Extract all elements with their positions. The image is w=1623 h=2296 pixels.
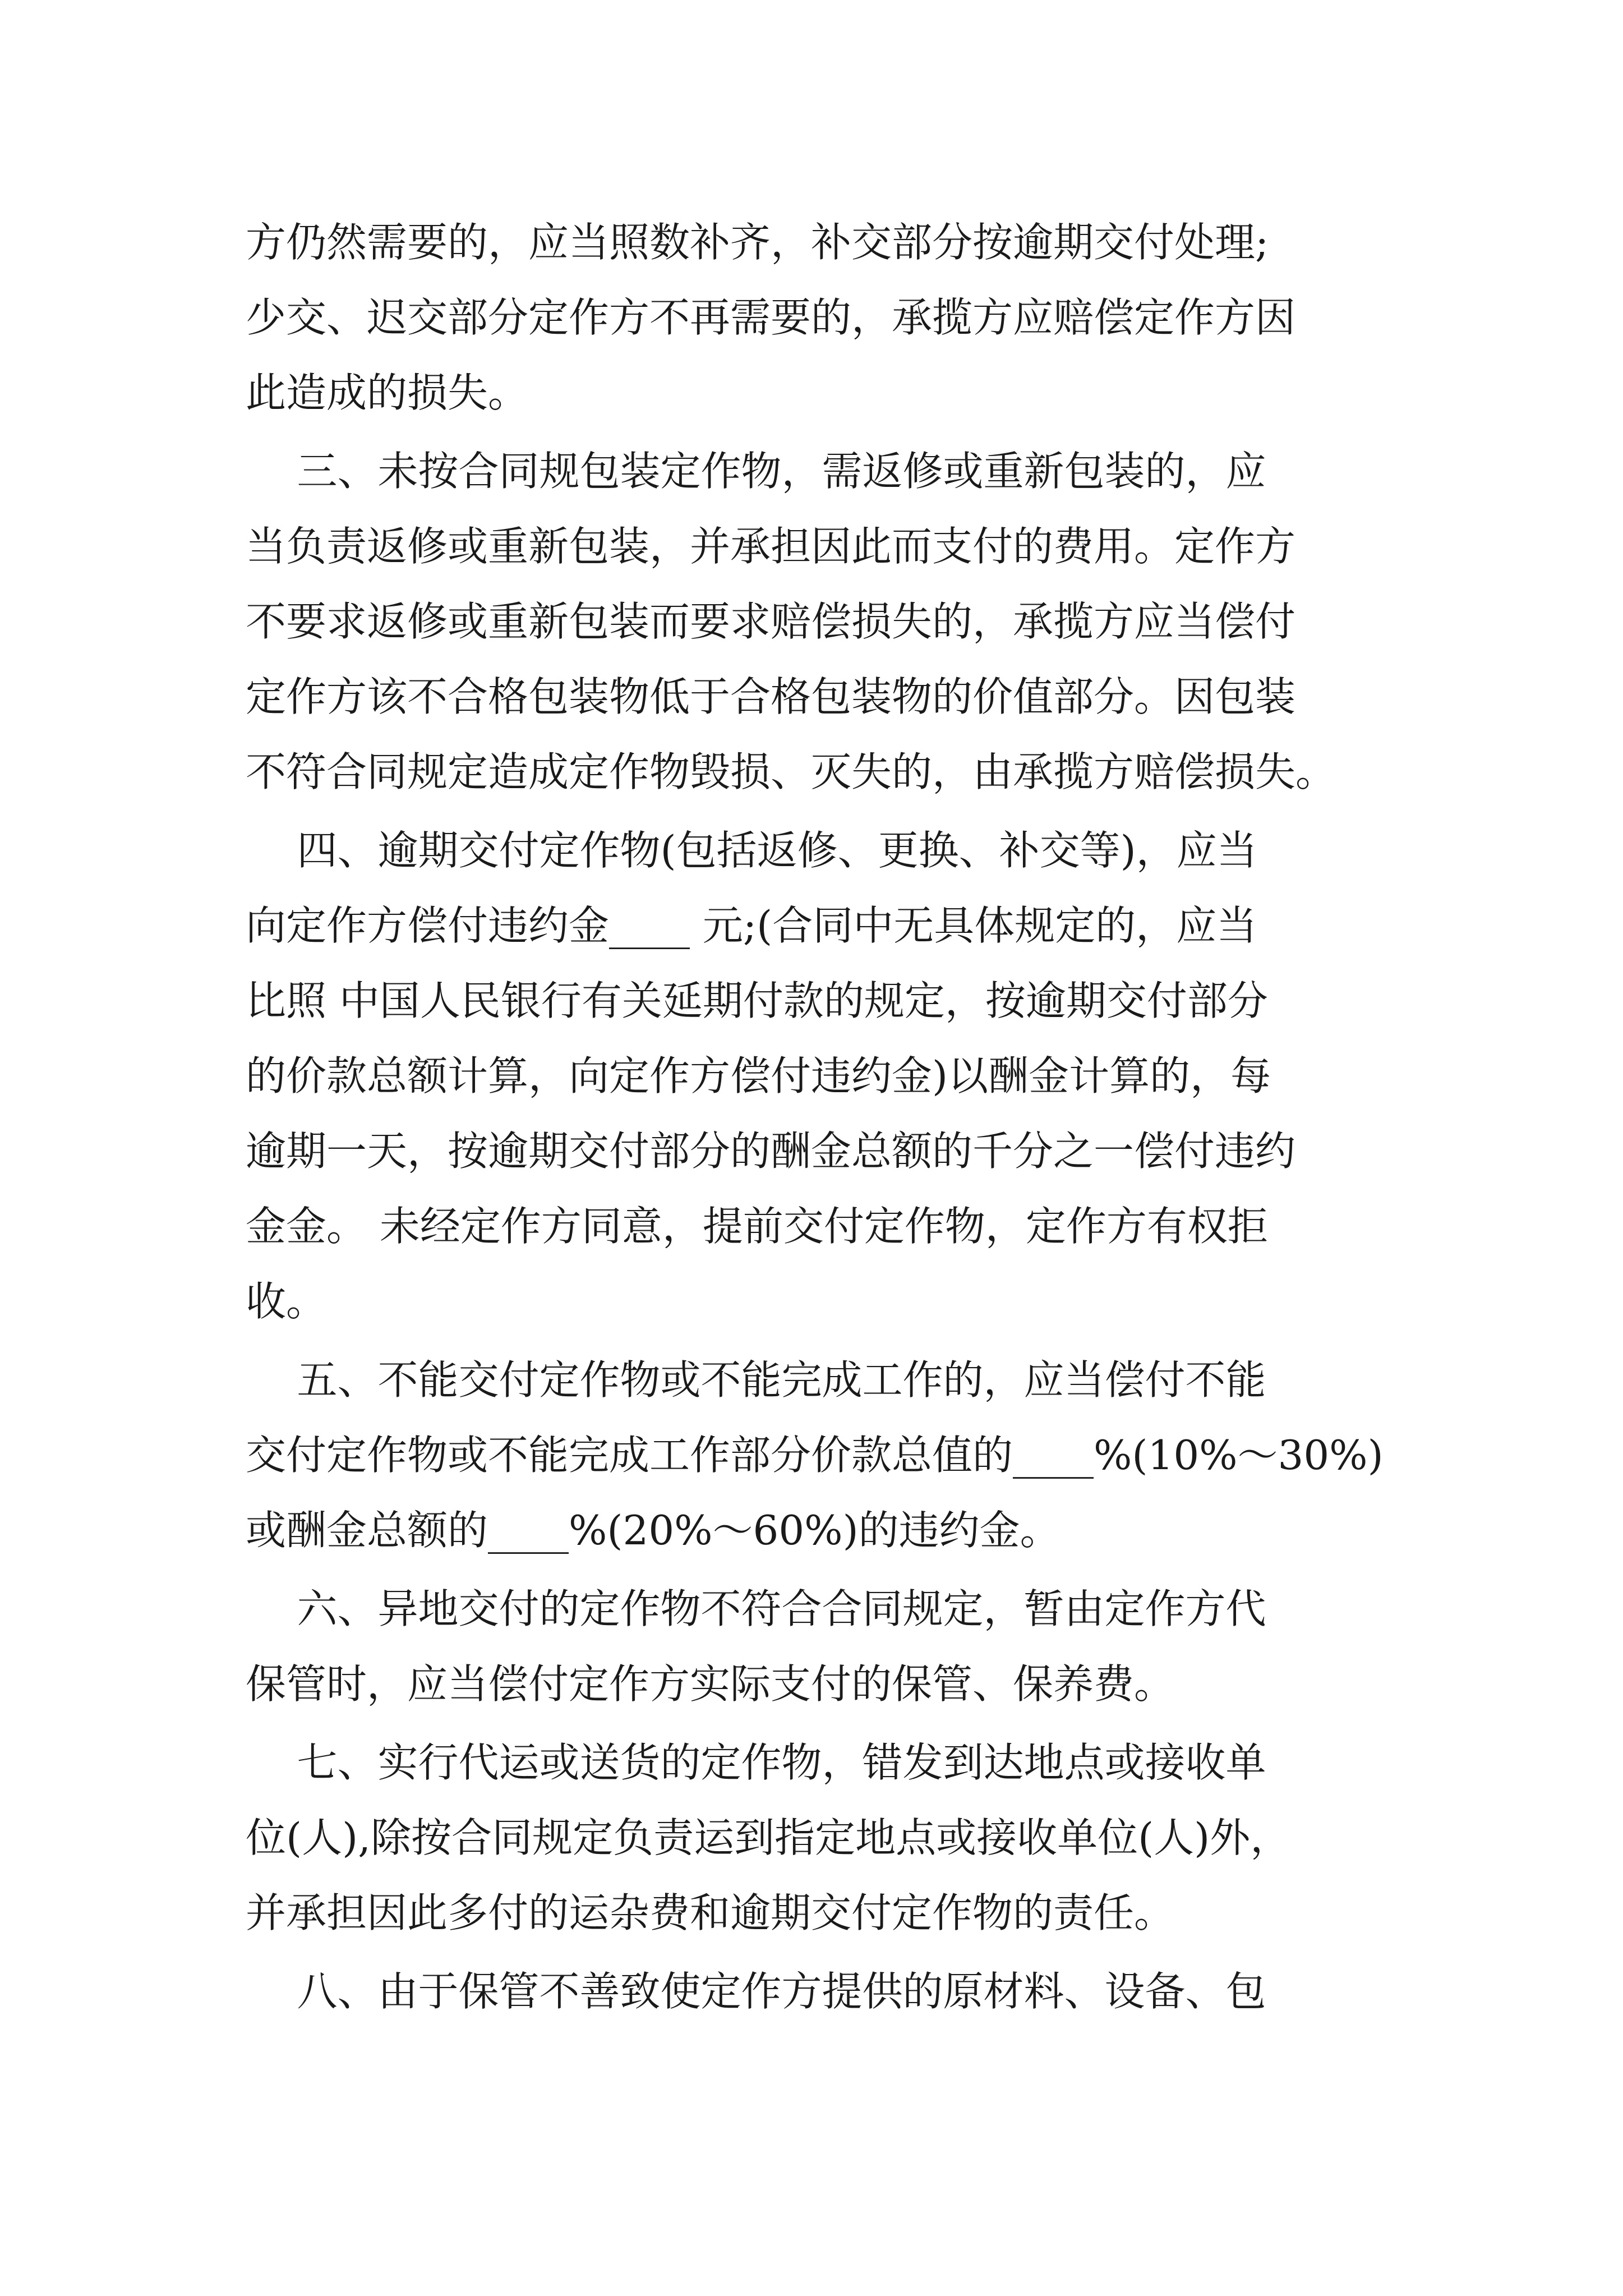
text-line: 四、逾期交付定作物(包括返修、更换、补交等)，应当	[246, 827, 1257, 874]
text-line: 金金。 未经定作方同意，提前交付定作物，定作方有权拒	[246, 1203, 1268, 1250]
paragraph-clause-6	[246, 1571, 1390, 1722]
text-line: 当负责返修或重新包装，并承担因此而支付的费用。定作方	[246, 523, 1296, 570]
paragraph-clause-7	[246, 1725, 1390, 1950]
text-line: 少交、迟交部分定作方不再需要的，承揽方应赔偿定作方因	[246, 294, 1296, 341]
text-line: 此造成的损失。	[246, 369, 529, 416]
text-line: 五、不能交付定作物或不能完成工作的，应当偿付不能	[246, 1356, 1266, 1404]
text-line: 七、实行代运或送货的定作物，错发到达地点或接收单	[246, 1739, 1266, 1786]
text-line: 收。	[246, 1278, 327, 1325]
document-body	[246, 205, 1390, 2029]
text-line: 保管时，应当偿付定作方实际支付的保管、保养费。	[246, 1660, 1175, 1708]
text-line: 的价款总额计算，向定作方偿付违约金)以酬金计算的，每	[246, 1052, 1271, 1099]
text-line: 六、异地交付的定作物不符合合同规定，暂由定作方代	[246, 1585, 1266, 1632]
text-line: 八、由于保管不善致使定作方提供的原材料、设备、包	[246, 1968, 1266, 2015]
text-line: 不要求返修或重新包装而要求赔偿损失的，承揽方应当偿付	[246, 598, 1296, 645]
paragraph-clause-3	[246, 434, 1390, 809]
text-line: 方仍然需要的，应当照数补齐，补交部分按逾期交付处理;	[246, 219, 1269, 266]
text-line: 定作方该不合格包装物低于合格包装物的价值部分。因包装	[246, 673, 1296, 720]
text-line: 并承担因此多付的运杂费和逾期交付定作物的责任。	[246, 1889, 1175, 1936]
text-line: 不符合同规定造成定作物毁损、灭失的，由承揽方赔偿损失。	[246, 748, 1336, 795]
text-line: 三、未按合同规包装定作物，需返修或重新包装的，应	[246, 448, 1266, 495]
text-line: 逾期一天，按逾期交付部分的酬金总额的千分之一偿付违约	[246, 1128, 1296, 1175]
text-line: 向定作方偿付违约金____ 元;(合同中无具体规定的，应当	[246, 902, 1257, 949]
text-line: 比照 中国人民银行有关延期付款的规定，按逾期交付部分	[246, 977, 1268, 1024]
paragraph-clause-8	[246, 1954, 1390, 2029]
paragraph-continuation	[246, 205, 1390, 430]
paragraph-clause-5	[246, 1342, 1390, 1568]
text-line: 位(人),除按合同规定负责运到指定地点或接收单位(人)外，	[246, 1814, 1291, 1861]
paragraph-clause-4	[246, 813, 1390, 1339]
text-line: 或酬金总额的____%(20%～60%)的违约金。	[246, 1507, 1061, 1554]
text-line: 交付定作物或不能完成工作部分价款总值的____%(10%～30%)	[246, 1432, 1384, 1479]
